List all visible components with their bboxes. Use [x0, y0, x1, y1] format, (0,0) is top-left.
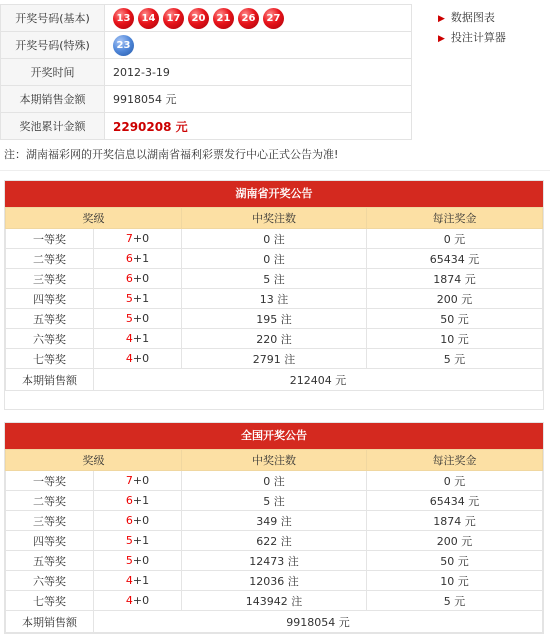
- prize-level: 四等奖: [6, 289, 94, 309]
- blue-ball: 23: [113, 35, 134, 56]
- match-main: 4: [125, 352, 133, 365]
- prize-amount: 1874 元: [367, 511, 543, 531]
- match-main: 4: [125, 332, 133, 345]
- prize-row: [6, 511, 543, 531]
- match-rule: [94, 329, 182, 349]
- prize-amount: 50 元: [367, 309, 543, 329]
- match-rule: [94, 571, 182, 591]
- prize-level: 六等奖: [6, 329, 94, 349]
- match-rule: [94, 591, 182, 611]
- match-rule: [94, 309, 182, 329]
- winner-count: 5 注: [182, 269, 367, 289]
- prize-row: [6, 491, 543, 511]
- winner-count: 5 注: [182, 491, 367, 511]
- prize-row: [6, 229, 543, 249]
- prize-amount: 200 元: [367, 289, 543, 309]
- prize-amount: 50 元: [367, 551, 543, 571]
- match-extra: +0: [132, 232, 150, 245]
- prize-row: [6, 269, 543, 289]
- match-main: 5: [125, 292, 133, 305]
- match-rule: [94, 511, 182, 531]
- match-extra: +0: [132, 594, 150, 607]
- prize-row: [6, 591, 543, 611]
- provincial-title: 湖南省开奖公告: [5, 181, 543, 207]
- match-extra: +0: [132, 312, 150, 325]
- match-rule: [94, 471, 182, 491]
- special-number-label: 开奖号码(特殊): [1, 32, 105, 59]
- prize-level: 七等奖: [6, 349, 94, 369]
- prize-level: 四等奖: [6, 531, 94, 551]
- prize-row: [6, 249, 543, 269]
- winner-count: 622 注: [182, 531, 367, 551]
- basic-numbers-label: 开奖号码(基本): [1, 5, 105, 32]
- bet-calculator-link-label: 投注计算器: [450, 31, 506, 44]
- red-ball: 17: [163, 8, 184, 29]
- header-count: 中奖注数: [182, 450, 367, 471]
- match-main: 7: [125, 474, 133, 487]
- sales-amount-label: 本期销售金额: [1, 86, 105, 113]
- match-extra: +1: [132, 292, 150, 305]
- prize-level: 一等奖: [6, 229, 94, 249]
- match-extra: +0: [132, 352, 150, 365]
- jackpot-amount: 2290208 元: [113, 119, 188, 134]
- match-rule: [94, 531, 182, 551]
- special-number: [105, 32, 412, 59]
- notice-text: 注：湖南福彩网的开奖信息以湖南省福利彩票发行中心正式公告为准!: [0, 145, 550, 171]
- match-main: 5: [125, 312, 133, 325]
- header-level: 奖级: [6, 208, 182, 229]
- winner-count: 195 注: [182, 309, 367, 329]
- prize-amount: 5 元: [367, 349, 543, 369]
- match-extra: +1: [132, 494, 150, 507]
- provincial-prize-panel: [4, 180, 544, 410]
- prize-amount: 0 元: [367, 229, 543, 249]
- prize-amount: 10 元: [367, 571, 543, 591]
- prize-amount: 65434 元: [367, 249, 543, 269]
- match-rule: [94, 269, 182, 289]
- match-main: 6: [125, 514, 133, 527]
- match-extra: +1: [132, 252, 150, 265]
- prize-amount: 5 元: [367, 591, 543, 611]
- winner-count: 12473 注: [182, 551, 367, 571]
- prize-level: 一等奖: [6, 471, 94, 491]
- match-extra: +0: [132, 554, 150, 567]
- match-rule: [94, 491, 182, 511]
- side-links: [438, 8, 506, 48]
- match-main: 4: [125, 574, 133, 587]
- draw-date: 2012-3-19: [105, 59, 412, 86]
- bet-calculator-link[interactable]: [438, 28, 506, 48]
- match-main: 5: [125, 554, 133, 567]
- match-main: 6: [125, 252, 133, 265]
- match-extra: +1: [132, 332, 150, 345]
- header-prize: 每注奖金: [367, 450, 543, 471]
- winner-count: 2791 注: [182, 349, 367, 369]
- prize-row: [6, 551, 543, 571]
- match-extra: +0: [132, 272, 150, 285]
- prize-level: 三等奖: [6, 511, 94, 531]
- prize-amount: 65434 元: [367, 491, 543, 511]
- arrow-right-icon: ▶: [438, 14, 445, 24]
- provincial-sales-value: 212404 元: [94, 369, 543, 391]
- prize-amount: 0 元: [367, 471, 543, 491]
- winner-count: 12036 注: [182, 571, 367, 591]
- prize-level: 六等奖: [6, 571, 94, 591]
- data-chart-link[interactable]: [438, 8, 506, 28]
- prize-level: 二等奖: [6, 491, 94, 511]
- match-extra: +1: [132, 574, 150, 587]
- prize-level: 七等奖: [6, 591, 94, 611]
- prize-amount: 10 元: [367, 329, 543, 349]
- jackpot-label: 奖池累计金额: [1, 113, 105, 140]
- winner-count: 0 注: [182, 471, 367, 491]
- prize-row: [6, 531, 543, 551]
- header-prize: 每注奖金: [367, 208, 543, 229]
- match-main: 5: [125, 534, 133, 547]
- provincial-sales-label: 本期销售额: [6, 369, 94, 391]
- prize-row: [6, 309, 543, 329]
- header-count: 中奖注数: [182, 208, 367, 229]
- data-chart-link-label: 数据图表: [450, 11, 495, 24]
- match-extra: +0: [132, 474, 150, 487]
- arrow-right-icon: ▶: [438, 34, 445, 44]
- match-main: 4: [125, 594, 133, 607]
- winner-count: 13 注: [182, 289, 367, 309]
- prize-amount: 1874 元: [367, 269, 543, 289]
- red-ball: 27: [263, 8, 284, 29]
- national-title: 全国开奖公告: [5, 423, 543, 449]
- prize-row: [6, 329, 543, 349]
- red-ball: 13: [113, 8, 134, 29]
- match-rule: [94, 349, 182, 369]
- jackpot-value: [105, 113, 412, 140]
- prize-row: [6, 349, 543, 369]
- match-rule: [94, 289, 182, 309]
- national-prize-table: [5, 449, 543, 633]
- national-sales-value: 9918054 元: [94, 611, 543, 633]
- red-ball: 20: [188, 8, 209, 29]
- match-rule: [94, 551, 182, 571]
- draw-info-table: [0, 4, 412, 140]
- red-ball: 21: [213, 8, 234, 29]
- winner-count: 0 注: [182, 229, 367, 249]
- national-prize-panel: [4, 422, 544, 634]
- header-level: 奖级: [6, 450, 182, 471]
- prize-amount: 200 元: [367, 531, 543, 551]
- match-main: 7: [125, 232, 133, 245]
- prize-level: 五等奖: [6, 309, 94, 329]
- sales-amount: 9918054 元: [105, 86, 412, 113]
- prize-row: [6, 471, 543, 491]
- winner-count: 349 注: [182, 511, 367, 531]
- provincial-prize-table: [5, 207, 543, 391]
- match-main: 6: [125, 494, 133, 507]
- winner-count: 143942 注: [182, 591, 367, 611]
- winner-count: 0 注: [182, 249, 367, 269]
- match-rule: [94, 249, 182, 269]
- draw-date-label: 开奖时间: [1, 59, 105, 86]
- national-sales-label: 本期销售额: [6, 611, 94, 633]
- prize-row: [6, 571, 543, 591]
- red-ball: 14: [138, 8, 159, 29]
- match-extra: +0: [132, 514, 150, 527]
- basic-numbers: [105, 5, 412, 32]
- match-main: 6: [125, 272, 133, 285]
- prize-level: 三等奖: [6, 269, 94, 289]
- match-rule: [94, 229, 182, 249]
- red-ball: 26: [238, 8, 259, 29]
- winner-count: 220 注: [182, 329, 367, 349]
- prize-level: 五等奖: [6, 551, 94, 571]
- match-extra: +1: [132, 534, 150, 547]
- prize-level: 二等奖: [6, 249, 94, 269]
- prize-row: [6, 289, 543, 309]
